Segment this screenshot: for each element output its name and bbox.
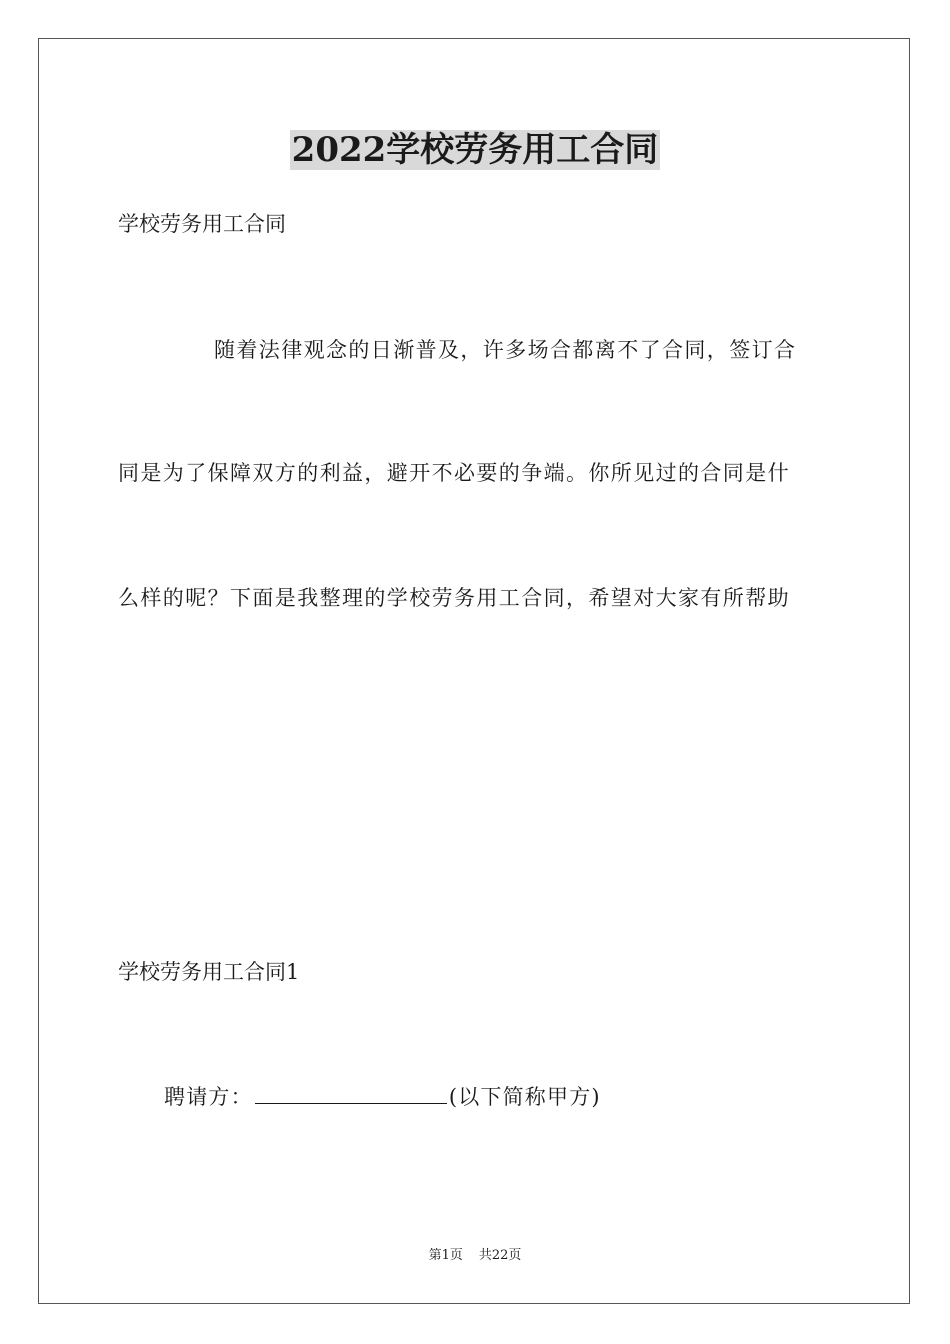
document-title — [0, 128, 950, 172]
employer-label: 聘请方： — [164, 1085, 253, 1109]
page-number: 第1页 — [428, 1248, 463, 1263]
intro-paragraph-line-2: 同是为了保障双方的利益，避开不必要的争端。你所见过的合同是什 — [118, 461, 790, 485]
employer-line — [164, 1081, 601, 1112]
intro-paragraph-line-3: 么样的呢？下面是我整理的学校劳务用工合同，希望对大家有所帮助 — [118, 586, 790, 610]
document-subtitle: 学校劳务用工合同 — [118, 212, 286, 236]
section-heading: 学校劳务用工合同1 — [118, 960, 300, 984]
page-footer — [0, 1247, 950, 1265]
intro-paragraph-line-1: 随着法律观念的日渐普及，许多场合都离不了合同，签订合 — [214, 338, 797, 362]
employer-blank-field — [255, 1081, 447, 1104]
employer-suffix: (以下简称甲方) — [448, 1085, 601, 1109]
document-title-text: 2022学校劳务用工合同 — [291, 130, 659, 170]
page-total: 共22页 — [478, 1248, 522, 1263]
